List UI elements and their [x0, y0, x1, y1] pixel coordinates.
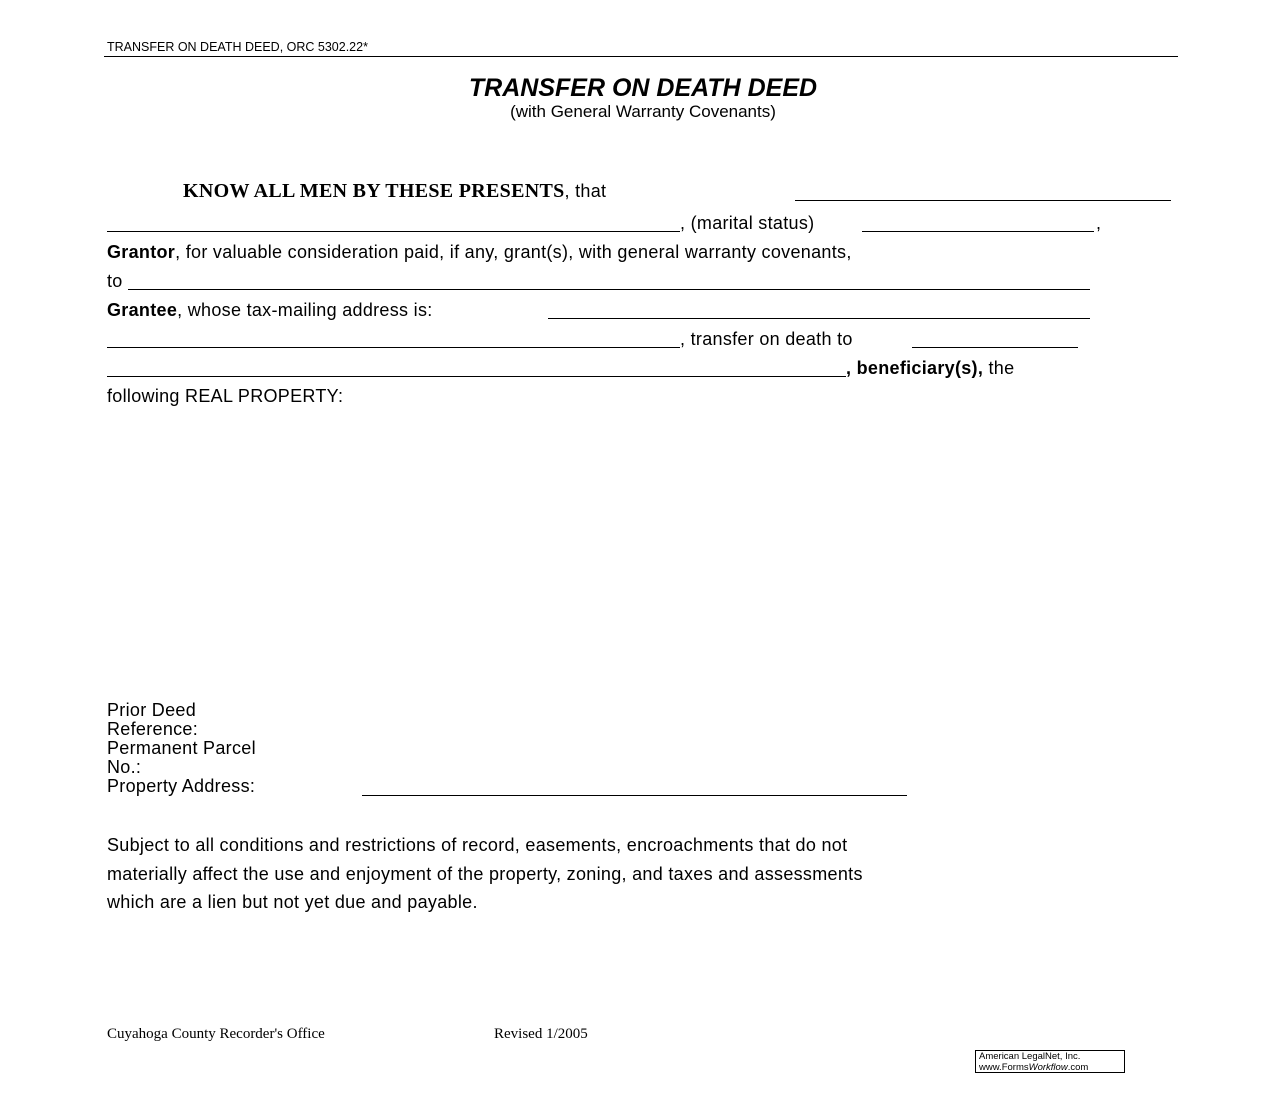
- header-rule: [104, 56, 1178, 57]
- transfer-on-death-label: , transfer on death to: [680, 329, 853, 349]
- grantor-name-field[interactable]: [795, 200, 1171, 201]
- prior-deed-label-2: Reference:: [107, 719, 199, 739]
- know-all-line: [183, 180, 606, 202]
- tax-address-field[interactable]: [548, 318, 1090, 319]
- parcel-label-1: Permanent Parcel: [107, 738, 256, 758]
- to-label: to: [107, 271, 123, 291]
- parcel-label-2: No.:: [107, 757, 142, 777]
- form-reference: TRANSFER ON DEATH DEED, ORC 5302.22*: [107, 40, 368, 54]
- grantor-line: [107, 241, 852, 263]
- document-subtitle: (with General Warranty Covenants): [510, 102, 776, 121]
- grantee-label: Grantee: [107, 300, 178, 320]
- comma: ,: [1096, 213, 1102, 233]
- stamp-line-1: American LegalNet, Inc.: [979, 1051, 1081, 1062]
- beneficiary-line: [846, 357, 1014, 379]
- property-address-field[interactable]: [362, 795, 907, 796]
- grantee-line: [107, 299, 433, 321]
- beneficiary-field[interactable]: [912, 347, 1078, 348]
- the-text: the: [983, 358, 1015, 378]
- beneficiary-field-2[interactable]: [107, 376, 846, 377]
- beneficiary-label: , beneficiary(s),: [846, 358, 984, 378]
- footer-revised: Revised 1/2005: [494, 1026, 588, 1042]
- footer-office: Cuyahoga County Recorder's Office: [107, 1026, 325, 1042]
- property-address-label: Property Address:: [107, 776, 256, 796]
- stamp-url-b: Workflow: [1028, 1062, 1068, 1073]
- know-all-heading: KNOW ALL MEN BY THESE PRESENTS: [183, 180, 565, 202]
- real-property-label: following REAL PROPERTY:: [107, 386, 344, 406]
- stamp-line-2: [979, 1062, 1124, 1073]
- document-title: TRANSFER ON DEATH DEED: [468, 74, 818, 102]
- grantee-text: , whose tax-mailing address is:: [177, 300, 433, 320]
- stamp-url-c: .com: [1067, 1062, 1089, 1073]
- marital-status-label: , (marital status): [680, 213, 815, 233]
- subject-to-line-1: Subject to all conditions and restrictions of record, easements, encroachments that do not: [107, 835, 848, 855]
- that-text: , that: [564, 181, 607, 201]
- grantee-name-field[interactable]: [128, 289, 1090, 290]
- grantor-name-field-2[interactable]: [107, 231, 680, 232]
- prior-deed-label-1: Prior Deed: [107, 700, 197, 720]
- subject-to-line-2: materially affect the use and enjoyment of the property, zoning, and taxes and assessments: [107, 864, 863, 884]
- grantor-label: Grantor: [107, 242, 176, 262]
- subject-to-line-3: which are a lien but not yet due and payable.: [107, 892, 478, 912]
- grantor-text: , for valuable consideration paid, if any, grant(s), with general warranty covenants,: [175, 242, 852, 262]
- stamp-url-a: www.Forms: [979, 1062, 1029, 1073]
- legalnet-stamp: [975, 1050, 1125, 1073]
- tax-address-field-2[interactable]: [107, 347, 680, 348]
- marital-status-field[interactable]: [862, 231, 1094, 232]
